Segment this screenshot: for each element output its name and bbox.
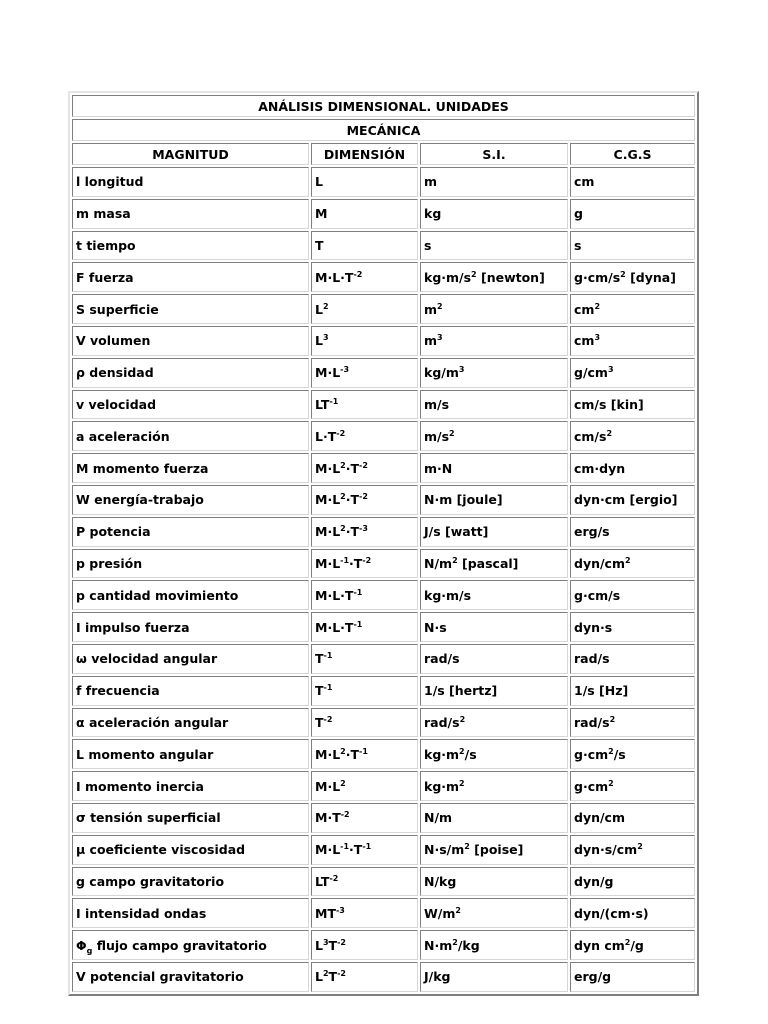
table-row bbox=[72, 167, 695, 197]
table-title: ANÁLISIS DIMENSIONAL. UNIDADES bbox=[72, 95, 695, 117]
magnitude-cell: σ tensión superficial bbox=[72, 803, 309, 833]
cgs-unit-cell: $g\cdot cm^2$ bbox=[570, 771, 695, 801]
table-row bbox=[72, 708, 695, 738]
cgs-unit-cell: dyn/$cm^2$ bbox=[570, 549, 695, 579]
cgs-unit-cell: 1/s [Hz] bbox=[570, 676, 695, 706]
si-unit-cell: kg bbox=[420, 199, 568, 229]
table-row bbox=[72, 390, 695, 420]
dimension-cell: $MT^{-3}$ bbox=[311, 898, 418, 928]
si-unit-cell: $N\cdot m^2/kg$ bbox=[420, 930, 568, 960]
magnitude-cell: $\Phi_g$ flujo campo gravitatorio bbox=[72, 930, 309, 960]
table-row bbox=[72, 835, 695, 865]
magnitude-cell: V potencial gravitatorio bbox=[72, 962, 309, 992]
cgs-unit-cell: $cm/s^2$ bbox=[570, 421, 695, 451]
si-unit-cell: $kg\cdot m^2$ bbox=[420, 771, 568, 801]
table-row bbox=[72, 898, 695, 928]
table-row bbox=[72, 676, 695, 706]
cgs-unit-cell: $dyn\cdot s/cm^2$ bbox=[570, 835, 695, 865]
table-row bbox=[72, 962, 695, 992]
cgs-unit-cell: s bbox=[570, 231, 695, 261]
table-row bbox=[72, 517, 695, 547]
magnitude-cell: ω velocidad angular bbox=[72, 644, 309, 674]
si-unit-cell: rad/s bbox=[420, 644, 568, 674]
dimension-cell: $M\cdot L^2\cdot T^{-2}$ bbox=[311, 453, 418, 483]
units-table-container bbox=[68, 91, 699, 996]
cgs-unit-cell: g bbox=[570, 199, 695, 229]
si-unit-cell: $kg/m^3$ bbox=[420, 358, 568, 388]
si-unit-cell: m/s bbox=[420, 390, 568, 420]
cgs-unit-cell: dyn/(cm·s) bbox=[570, 898, 695, 928]
table-row bbox=[72, 199, 695, 229]
magnitude-cell: f frecuencia bbox=[72, 676, 309, 706]
table-row bbox=[72, 421, 695, 451]
magnitude-cell: μ coeficiente viscosidad bbox=[72, 835, 309, 865]
magnitude-cell: ρ densidad bbox=[72, 358, 309, 388]
si-unit-cell: rad/$s^2$ bbox=[420, 708, 568, 738]
cgs-unit-cell: dyn/cm bbox=[570, 803, 695, 833]
dimension-cell: $M\cdot L\cdot T^{-1}$ bbox=[311, 580, 418, 610]
cgs-unit-cell: erg/s bbox=[570, 517, 695, 547]
table-row bbox=[72, 803, 695, 833]
cgs-unit-cell: cm bbox=[570, 167, 695, 197]
magnitude-cell: W energía-trabajo bbox=[72, 485, 309, 515]
cgs-unit-cell: rad/$s^2$ bbox=[570, 708, 695, 738]
si-unit-cell: $kg\cdot m^2/s$ bbox=[420, 739, 568, 769]
si-unit-cell: J/kg bbox=[420, 962, 568, 992]
table-row bbox=[72, 231, 695, 261]
units-table bbox=[70, 93, 697, 994]
table-row bbox=[72, 580, 695, 610]
magnitude-cell: t tiempo bbox=[72, 231, 309, 261]
cgs-unit-cell: $cm^3$ bbox=[570, 326, 695, 356]
magnitude-cell: P potencia bbox=[72, 517, 309, 547]
dimension-cell: $LT^{-2}$ bbox=[311, 867, 418, 897]
dimension-cell: $L\cdot T^{-2}$ bbox=[311, 421, 418, 451]
dimension-cell: $L^2$ bbox=[311, 294, 418, 324]
magnitude-cell: l longitud bbox=[72, 167, 309, 197]
table-row bbox=[72, 453, 695, 483]
magnitude-cell: I momento inercia bbox=[72, 771, 309, 801]
table-row bbox=[72, 358, 695, 388]
si-unit-cell: N·m [joule] bbox=[420, 485, 568, 515]
si-unit-cell: 1/s [hertz] bbox=[420, 676, 568, 706]
si-unit-cell: $W/m^2$ bbox=[420, 898, 568, 928]
si-unit-cell: m·N bbox=[420, 453, 568, 483]
column-header-magnitud: MAGNITUD bbox=[72, 143, 309, 165]
cgs-unit-cell: rad/s bbox=[570, 644, 695, 674]
table-row bbox=[72, 771, 695, 801]
dimension-cell: $M\cdot L^{-3}$ bbox=[311, 358, 418, 388]
table-row bbox=[72, 262, 695, 292]
dimension-cell: $T^{-1}$ bbox=[311, 644, 418, 674]
table-row bbox=[72, 739, 695, 769]
cgs-unit-cell: dyn/g bbox=[570, 867, 695, 897]
magnitude-cell: a aceleración bbox=[72, 421, 309, 451]
title-row bbox=[72, 95, 695, 117]
magnitude-cell: I impulso fuerza bbox=[72, 612, 309, 642]
si-unit-cell: $N/m^2$ [pascal] bbox=[420, 549, 568, 579]
si-unit-cell: m bbox=[420, 167, 568, 197]
subtitle-row bbox=[72, 119, 695, 141]
si-unit-cell: kg·m/s bbox=[420, 580, 568, 610]
dimension-cell: $LT^{-1}$ bbox=[311, 390, 418, 420]
si-unit-cell: $m/s^2$ bbox=[420, 421, 568, 451]
magnitude-cell: L momento angular bbox=[72, 739, 309, 769]
table-row bbox=[72, 549, 695, 579]
cgs-unit-cell: dyn·s bbox=[570, 612, 695, 642]
si-unit-cell: N/m bbox=[420, 803, 568, 833]
dimension-cell: $L^3$ bbox=[311, 326, 418, 356]
cgs-unit-cell: dyn $cm^2/g$ bbox=[570, 930, 695, 960]
dimension-cell: M bbox=[311, 199, 418, 229]
table-row bbox=[72, 612, 695, 642]
table-row bbox=[72, 326, 695, 356]
magnitude-cell: g campo gravitatorio bbox=[72, 867, 309, 897]
cgs-unit-cell: $g\cdot cm^2/s$ bbox=[570, 739, 695, 769]
table-subtitle: MECÁNICA bbox=[72, 119, 695, 141]
cgs-unit-cell: cm/s [kin] bbox=[570, 390, 695, 420]
si-unit-cell: $m^3$ bbox=[420, 326, 568, 356]
dimension-cell: $M\cdot L^2\cdot T^{-1}$ bbox=[311, 739, 418, 769]
magnitude-cell: p cantidad movimiento bbox=[72, 580, 309, 610]
table-row bbox=[72, 294, 695, 324]
dimension-cell: $M\cdot L\cdot T^{-2}$ bbox=[311, 262, 418, 292]
si-unit-cell: J/s [watt] bbox=[420, 517, 568, 547]
dimension-cell: $M\cdot L^2\cdot T^{-3}$ bbox=[311, 517, 418, 547]
magnitude-cell: S superficie bbox=[72, 294, 309, 324]
cgs-unit-cell: $g/cm^3$ bbox=[570, 358, 695, 388]
magnitude-cell: F fuerza bbox=[72, 262, 309, 292]
column-header-dimension: DIMENSIÓN bbox=[311, 143, 418, 165]
magnitude-cell: p presión bbox=[72, 549, 309, 579]
magnitude-cell: V volumen bbox=[72, 326, 309, 356]
dimension-cell: $M\cdot L\cdot T^{-1}$ bbox=[311, 612, 418, 642]
table-row bbox=[72, 930, 695, 960]
dimension-cell: $M\cdot L^{-1}\cdot T^{-2}$ bbox=[311, 549, 418, 579]
dimension-cell: $M\cdot L^2\cdot T^{-2}$ bbox=[311, 485, 418, 515]
magnitude-cell: I intensidad ondas bbox=[72, 898, 309, 928]
dimension-cell: $T^{-1}$ bbox=[311, 676, 418, 706]
dimension-cell: $M\cdot L^2$ bbox=[311, 771, 418, 801]
dimension-cell: $M\cdot T^{-2}$ bbox=[311, 803, 418, 833]
si-unit-cell: N/kg bbox=[420, 867, 568, 897]
table-row bbox=[72, 644, 695, 674]
cgs-unit-cell: $cm^2$ bbox=[570, 294, 695, 324]
cgs-unit-cell: erg/g bbox=[570, 962, 695, 992]
magnitude-cell: v velocidad bbox=[72, 390, 309, 420]
header-row bbox=[72, 143, 695, 165]
cgs-unit-cell: g·cm/s bbox=[570, 580, 695, 610]
dimension-cell: $L^3T^{-2}$ bbox=[311, 930, 418, 960]
dimension-cell: T bbox=[311, 231, 418, 261]
si-unit-cell: s bbox=[420, 231, 568, 261]
dimension-cell: $M\cdot L^{-1}\cdot T^{-1}$ bbox=[311, 835, 418, 865]
cgs-unit-cell: cm·dyn bbox=[570, 453, 695, 483]
si-unit-cell: $kg\cdot m/s^2$ [newton] bbox=[420, 262, 568, 292]
si-unit-cell: $N\cdot s/m^2$ [poise] bbox=[420, 835, 568, 865]
table-row bbox=[72, 867, 695, 897]
column-header-si: S.I. bbox=[420, 143, 568, 165]
magnitude-cell: α aceleración angular bbox=[72, 708, 309, 738]
table-row bbox=[72, 485, 695, 515]
dimension-cell: $L^2T^{-2}$ bbox=[311, 962, 418, 992]
magnitude-cell: m masa bbox=[72, 199, 309, 229]
magnitude-cell: M momento fuerza bbox=[72, 453, 309, 483]
dimension-cell: $T^{-2}$ bbox=[311, 708, 418, 738]
si-unit-cell: $m^2$ bbox=[420, 294, 568, 324]
cgs-unit-cell: dyn·cm [ergio] bbox=[570, 485, 695, 515]
dimension-cell: L bbox=[311, 167, 418, 197]
cgs-unit-cell: $g\cdot cm/s^2$ [dyna] bbox=[570, 262, 695, 292]
si-unit-cell: N·s bbox=[420, 612, 568, 642]
column-header-cgs: C.G.S bbox=[570, 143, 695, 165]
